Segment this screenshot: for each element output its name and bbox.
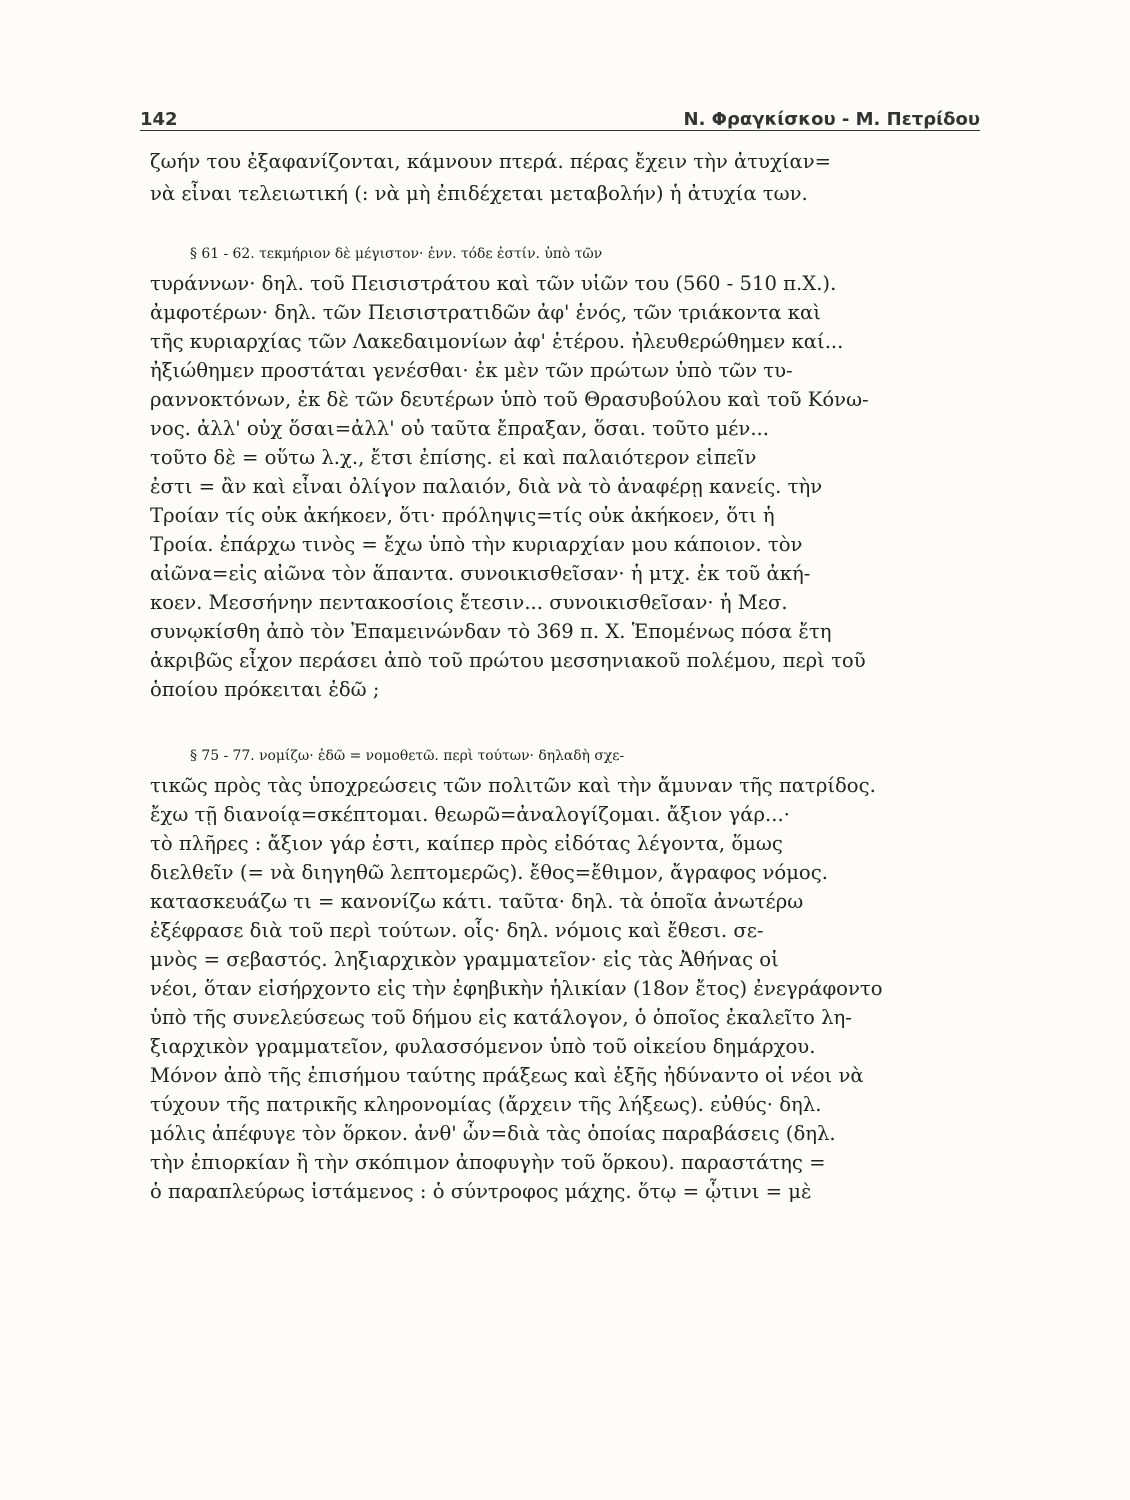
text-line: τυράννων· δηλ. τοῦ Πεισιστράτου καὶ τῶν υἱῶν του (560 - 510 π.Χ.). <box>150 272 837 295</box>
text-line: συνῳκίσθη ἀπὸ τὸν Ἐπαμεινώνδαν τὸ 369 π. Χ. Ἑπομένως πόσα ἔτη <box>150 620 832 643</box>
text-line: τὴν ἐπιορκίαν ἢ τὴν σκόπιμον ἀποφυγὴν τοῦ ὅρκου). παραστάτης = <box>150 1151 826 1174</box>
text-line: μόλις ἀπέφυγε τὸν ὅρκον. ἀνθ' ὧν=διὰ τὰς ὁποίας παραβάσεις (δηλ. <box>150 1122 836 1145</box>
section-heading-line: § 61 - 62. τεκμήριον δὲ μέγιστον· ἐνν. τόδε ἐστίν. ὑπὸ τῶν <box>190 246 603 262</box>
page-header <box>140 96 980 131</box>
text-line: ἀκριβῶς εἶχον περάσει ἀπὸ τοῦ πρώτου μεσσηνιακοῦ πολέμου, περὶ τοῦ <box>150 649 866 672</box>
text-line: ἀμφοτέρων· δηλ. τῶν Πεισιστρατιδῶν ἀφ' ἑνός, τῶν τριάκοντα καὶ <box>150 301 821 324</box>
text-line: τὸ πλῆρες : ἄξιον γάρ ἐστι, καίπερ πρὸς εἰδότας λέγοντα, ὅμως <box>150 832 783 855</box>
commentary-body <box>150 146 985 1206</box>
text-line: κατασκευάζω τι = κανονίζω κάτι. ταῦτα· δηλ. τὰ ὁποῖα ἀνωτέρω <box>150 890 804 913</box>
text-line: Μόνον ἀπὸ τῆς ἐπισήμου ταύτης πράξεως καὶ ἑξῆς ἠδύναντο οἱ νέοι νὰ <box>150 1064 864 1087</box>
text-line: τικῶς πρὸς τὰς ὑποχρεώσεις τῶν πολιτῶν καὶ τὴν ἄμυναν τῆς πατρίδος. <box>150 774 876 797</box>
text-line: ὑπὸ τῆς συνελεύσεως τοῦ δήμου εἰς κατάλογον, ὁ ὁποῖος ἐκαλεῖτο λη- <box>150 1006 852 1029</box>
text-line: μνὸς = σεβαστός. ληξιαρχικὸν γραμματεῖον· εἰς τὰς Ἀθήνας οἱ <box>150 948 779 971</box>
running-title: Ν. Φραγκίσκου - Μ. Πετρίδου <box>683 109 980 130</box>
page-number: 142 <box>140 109 178 130</box>
text-line: ραννοκτόνων, ἐκ δὲ τῶν δευτέρων ὑπὸ τοῦ Θρασυβούλου καὶ τοῦ Κόνω- <box>150 388 869 411</box>
text-line: Τροία. ἐπάρχω τινὸς = ἔχω ὑπὸ τὴν κυριαρχίαν μου κάποιον. τὸν <box>150 533 803 556</box>
section-heading-line: § 75 - 77. νομίζω· ἐδῶ = νομοθετῶ. περὶ τούτων· δηλαδὴ σχε- <box>190 748 625 764</box>
text-line: ὁ παραπλεύρως ἱστάμενος : ὁ σύντροφος μάχης. ὅτῳ = ᾧτινι = μὲ <box>150 1180 812 1203</box>
text-line: ἔχω τῇ διανοίᾳ=σκέπτομαι. θεωρῶ=ἀναλογίζομαι. ἄξιον γάρ...· <box>150 803 790 826</box>
text-line: ὁποίου πρόκειται ἐδῶ ; <box>150 678 380 701</box>
text-line: αἰῶνα=εἰς αἰῶνα τὸν ἅπαντα. συνοικισθεῖσαν· ἡ μτχ. ἐκ τοῦ ἀκή- <box>150 562 811 585</box>
text-line: τύχουν τῆς πατρικῆς κληρονομίας (ἄρχειν τῆς λήξεως). εὐθύς· δηλ. <box>150 1093 822 1116</box>
text-line: νὰ εἶναι τελειωτική (: νὰ μὴ ἐπιδέχεται μεταβολήν) ἡ ἀτυχία των. <box>150 182 808 205</box>
text-line: τῆς κυριαρχίας τῶν Λακεδαιμονίων ἀφ' ἑτέρου. ἠλευθερώθημεν καί... <box>150 330 844 353</box>
text-line: ἠξιώθημεν προστάται γενέσθαι· ἐκ μὲν τῶν πρώτων ὑπὸ τῶν τυ- <box>150 359 793 382</box>
text-line: ἐστι = ἂν καὶ εἶναι ὀλίγον παλαιόν, διὰ νὰ τὸ ἀναφέρῃ κανείς. τὴν <box>150 475 823 498</box>
paragraph-section-75-77 <box>150 742 985 1206</box>
paragraph-1 <box>150 146 985 210</box>
text-line: ζωήν του ἐξαφανίζονται, κάμνουν πτερά. πέρας ἔχειν τὴν ἀτυχίαν= <box>150 150 832 173</box>
text-line: Τροίαν τίς οὐκ ἀκήκοεν, ὅτι· πρόληψις=τίς οὐκ ἀκήκοεν, ὅτι ἡ <box>150 504 775 527</box>
text-line: κοεν. Μεσσήνην πεντακοσίοις ἔτεσιν... συνοικισθεῖσαν· ἡ Μεσ. <box>150 591 788 614</box>
text-line: ἐξέφρασε διὰ τοῦ περὶ τούτων. οἷς· δηλ. νόμοις καὶ ἔθεσι. σε- <box>150 919 764 942</box>
text-line: διελθεῖν (= νὰ διηγηθῶ λεπτομερῶς). ἔθος=ἔθιμον, ἄγραφος νόμος. <box>150 861 828 884</box>
text-line: ξιαρχικὸν γραμματεῖον, φυλασσόμενον ὑπὸ τοῦ οἰκείου δημάρχου. <box>150 1035 816 1058</box>
text-line: νος. ἀλλ' οὐχ ὅσαι=ἀλλ' οὐ ταῦτα ἔπραξαν, ὅσαι. τοῦτο μέν... <box>150 417 770 440</box>
text-line: νέοι, ὅταν εἰσήρχοντο εἰς τὴν ἐφηβικὴν ἡλικίαν (18ον ἔτος) ἐνεγράφοντο <box>150 977 883 1000</box>
paragraph-section-61-62 <box>150 240 985 704</box>
text-line: τοῦτο δὲ = οὕτω λ.χ., ἔτσι ἐπίσης. εἰ καὶ παλαιότερον εἰπεῖν <box>150 446 757 469</box>
